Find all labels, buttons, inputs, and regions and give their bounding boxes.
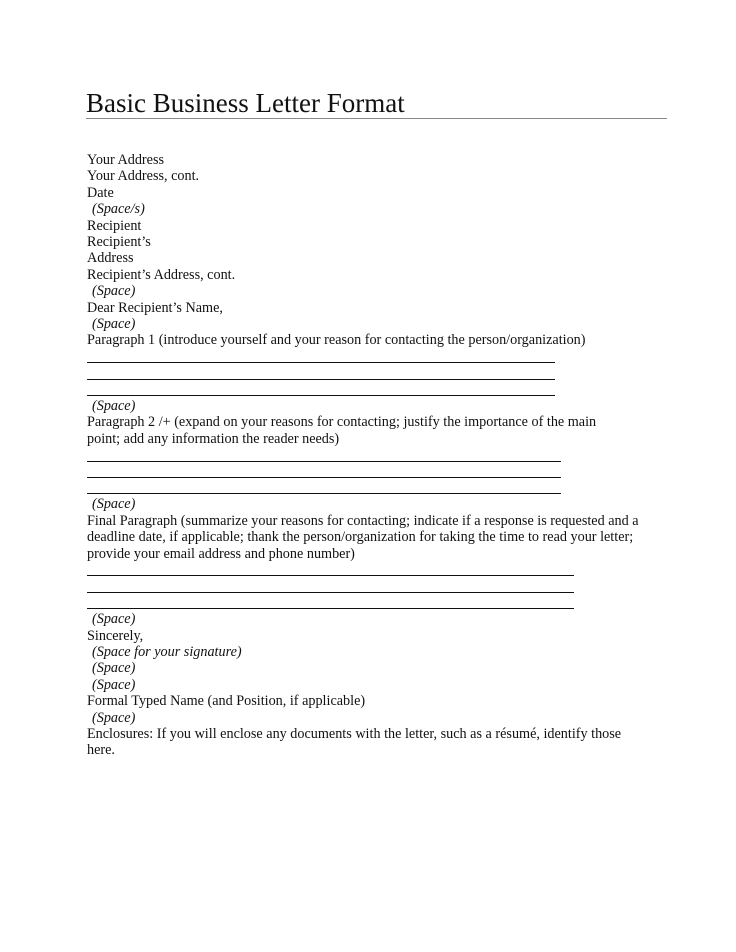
- recipient-line-2: Recipient’s: [87, 234, 151, 251]
- final-paragraph: Final Paragraph (summarize your reasons for contacting; indicate if a response is requested and a deadline date, if applicable; thank the person/organization for taking the time to read your letter; provide your email address and phone number): [87, 512, 639, 562]
- recipient-line-3: Address: [87, 250, 134, 267]
- writing-line: [87, 447, 647, 463]
- paragraph-2: Paragraph 2 /+ (expand on your reasons for contacting; justify the importance of the main point; add any information the reader needs): [87, 414, 597, 447]
- writing-line: [87, 365, 647, 381]
- enclosures-note: Enclosures: If you will enclose any documents with the letter, such as a résumé, identify those here.: [87, 726, 622, 759]
- page-title: Basic Business Letter Format: [86, 88, 405, 118]
- recipient-line-1: Recipient: [87, 217, 142, 234]
- signature-space-note: (Space for your signature): [92, 644, 242, 661]
- writing-line: [87, 382, 647, 398]
- space-note: (Space): [92, 283, 136, 300]
- writing-line: [87, 480, 647, 496]
- title-divider: [86, 118, 667, 119]
- space-note: (Space): [92, 398, 136, 415]
- space-note: (Space): [92, 611, 136, 628]
- writing-line: [87, 562, 647, 578]
- writing-line: [87, 464, 647, 480]
- sender-address-line-2: Your Address, cont.: [87, 168, 200, 185]
- writing-line: [87, 595, 647, 611]
- paragraph-1: Paragraph 1 (introduce yourself and your reason for contacting the person/organization): [87, 332, 586, 349]
- letter-body: [87, 152, 647, 759]
- closing-sincerely: Sincerely,: [87, 627, 144, 644]
- space-note: (Space): [92, 496, 136, 513]
- space-note: (Space): [92, 709, 136, 726]
- space-note: (Space/s): [92, 201, 145, 218]
- recipient-line-4: Recipient’s Address, cont.: [87, 266, 236, 283]
- space-note: (Space): [92, 316, 136, 333]
- space-note: (Space): [92, 660, 136, 677]
- space-note: (Space): [92, 676, 136, 693]
- date-line: Date: [87, 184, 114, 201]
- writing-line: [87, 349, 647, 365]
- sender-address-line-1: Your Address: [87, 152, 164, 168]
- salutation: Dear Recipient’s Name,: [87, 299, 223, 316]
- writing-line: [87, 578, 647, 594]
- typed-name: Formal Typed Name (and Position, if applicable): [87, 693, 366, 710]
